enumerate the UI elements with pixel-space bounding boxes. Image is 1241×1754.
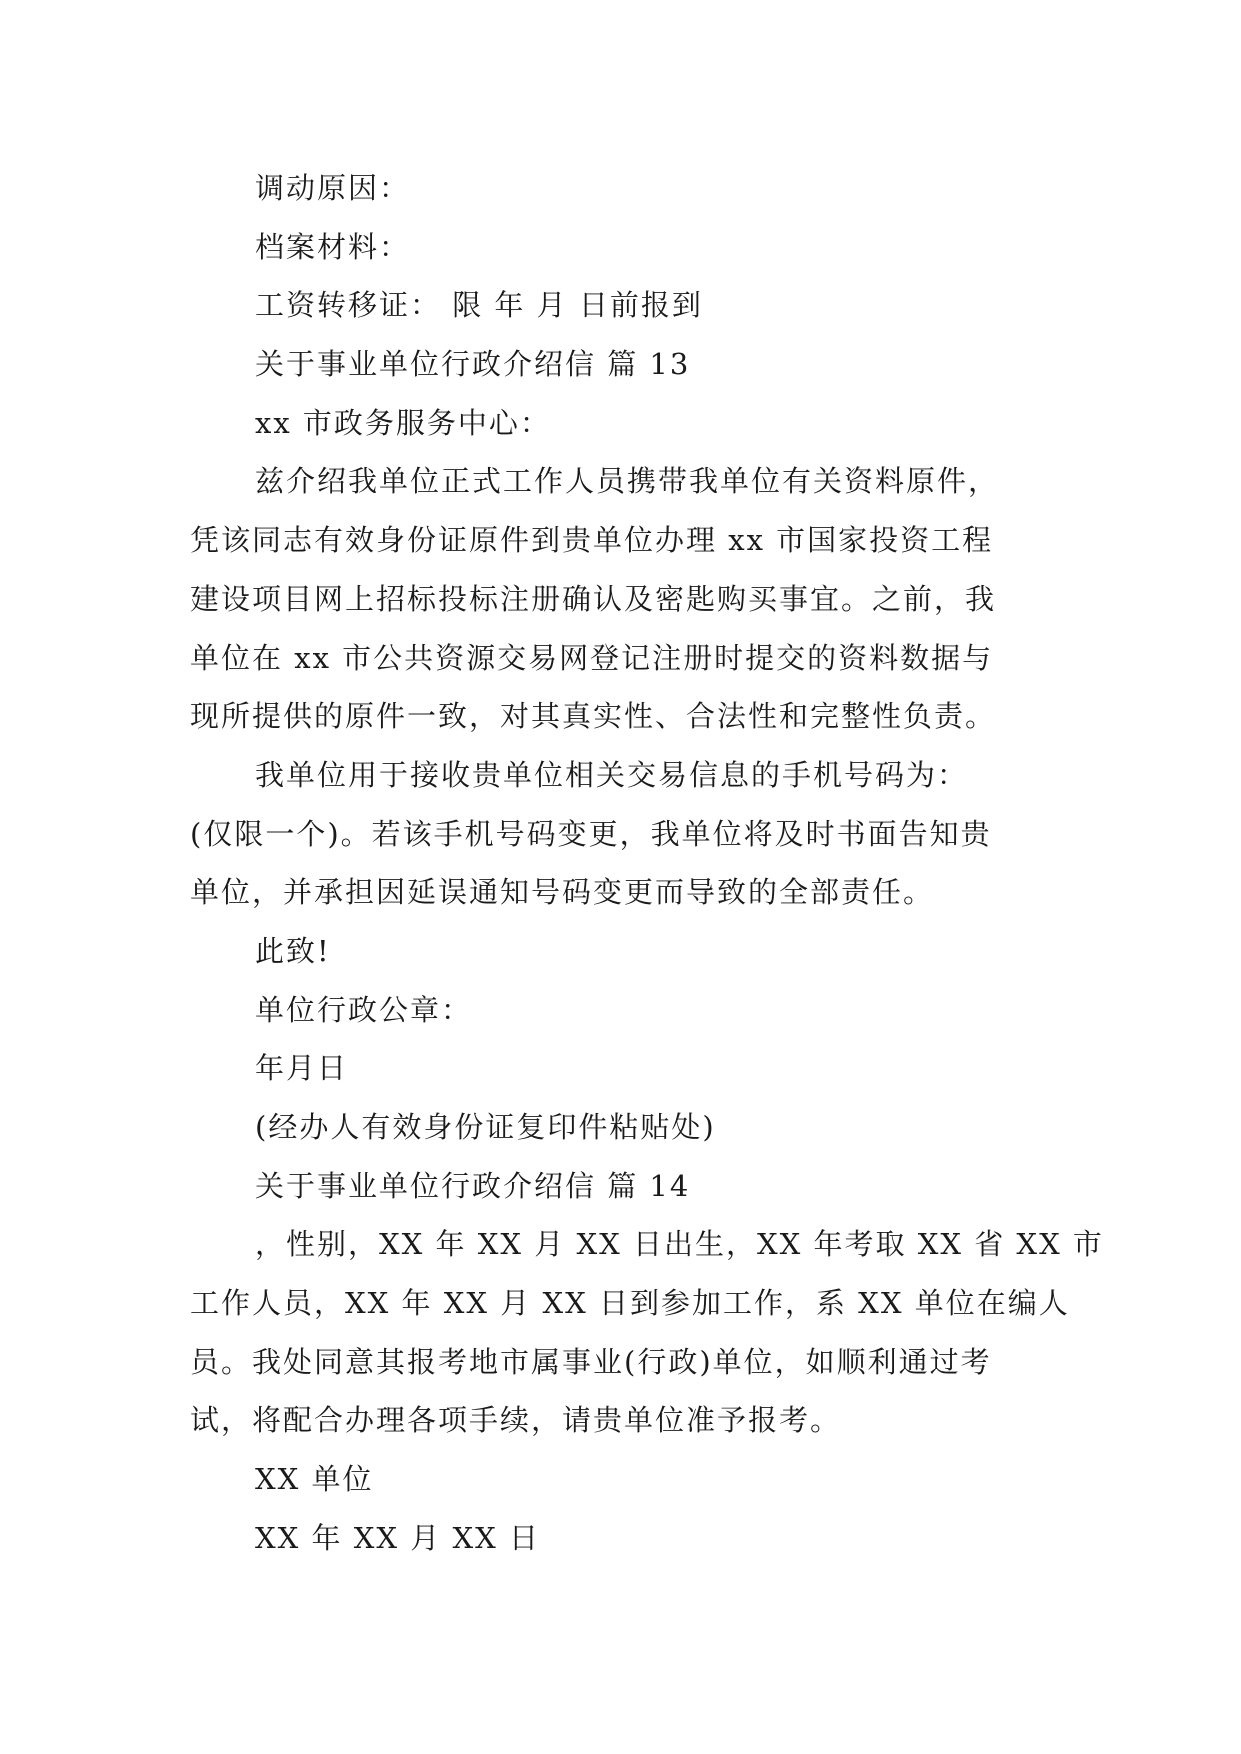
label-archive-materials: 档案材料： (255, 229, 411, 264)
label-transfer-reason: 调动原因： (255, 171, 411, 205)
paragraph-line: 建设项目网上招标投标注册确认及密匙购买事宜。之前，我 (190, 581, 997, 616)
official-seal-label: 单位行政公章： (255, 992, 473, 1027)
paragraph-line: (仅限一个)。若该手机号码变更，我单位将及时书面告知贵 (190, 816, 992, 851)
paragraph-line: 兹介绍我单位正式工作人员携带我单位有关资料原件， (255, 464, 1000, 499)
issuing-unit: XX 单位 (255, 1462, 374, 1497)
paragraph-line: 员。我处同意其报考地市属事业(行政)单位，如顺利通过考 (190, 1344, 992, 1379)
closing-salutation: 此致! (255, 933, 331, 968)
issue-date: XX 年 XX 月 XX 日 (255, 1520, 540, 1555)
date-placeholder: 年月日 (255, 1051, 349, 1086)
letter-recipient: xx 市政务服务中心： (255, 405, 551, 440)
label-salary-transfer: 工资转移证： 限 年 月 日前报到 (255, 288, 703, 323)
paragraph-line: 试，将配合办理各项手续，请贵单位准予报考。 (190, 1403, 842, 1438)
document-body (190, 159, 1104, 1568)
paragraph-line: 单位在 xx 市公共资源交易网登记注册时提交的资料数据与 (190, 640, 994, 675)
paragraph-line: 凭该同志有效身份证原件到贵单位办理 xx 市国家投资工程 (190, 523, 994, 558)
paragraph-line: 单位，并承担因延误通知号码变更而导致的全部责任。 (190, 875, 935, 910)
paragraph-line: 工作人员，XX 年 XX 月 XX 日到参加工作，系 XX 单位在编人 (190, 1286, 1070, 1321)
paragraph-line: 我单位用于接收贵单位相关交易信息的手机号码为： (255, 757, 969, 792)
paragraph-line: 现所提供的原件一致，对其真实性、合法性和完整性负责。 (190, 699, 997, 734)
paragraph-line: ，性别，XX 年 XX 月 XX 日出生，XX 年考取 XX 省 XX 市 (255, 1227, 1104, 1262)
section-heading-14: 关于事业单位行政介绍信 篇 14 (255, 1168, 691, 1203)
id-copy-note: (经办人有效身份证复印件粘贴处) (255, 1110, 716, 1144)
section-heading-13: 关于事业单位行政介绍信 篇 13 (255, 347, 691, 382)
